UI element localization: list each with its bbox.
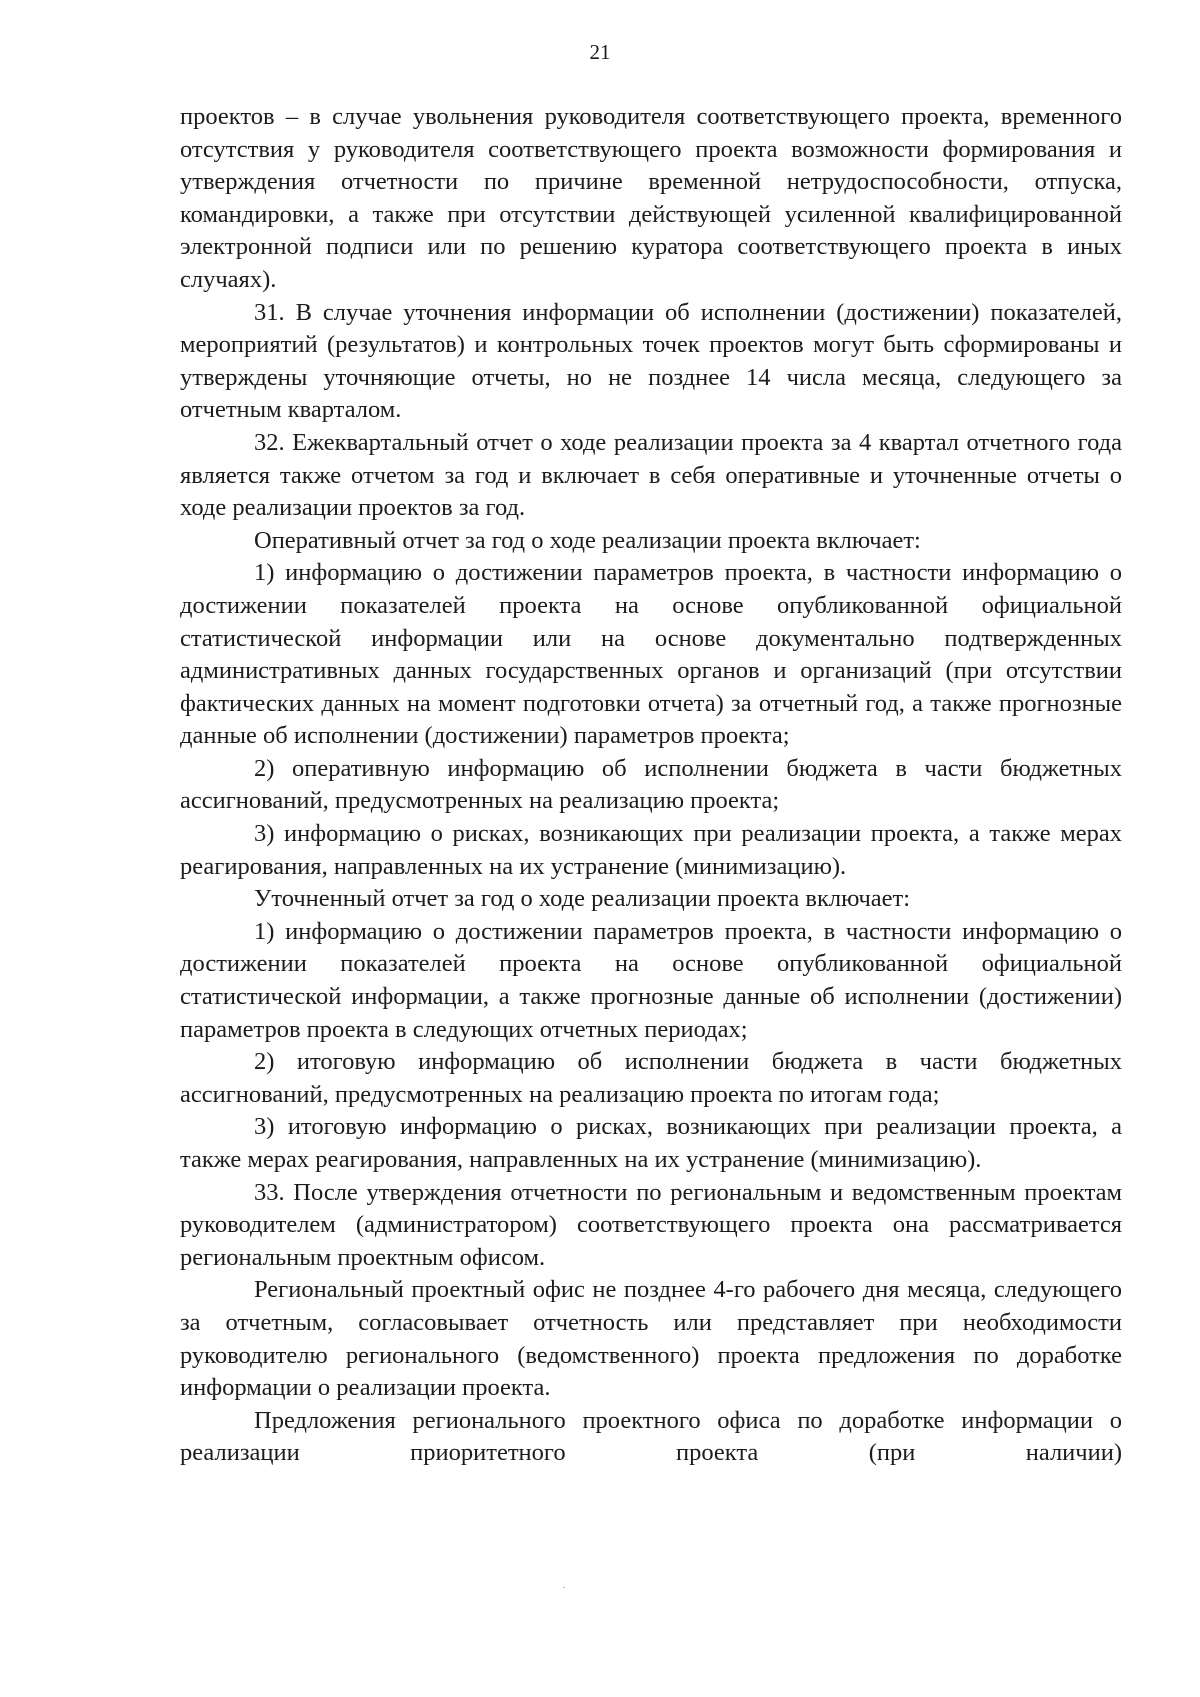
scan-speck bbox=[563, 1587, 565, 1588]
paragraph-operative-report-intro: Оперативный отчет за год о ходе реализации проекта включает: bbox=[254, 526, 921, 554]
document-body bbox=[180, 101, 1122, 1470]
page-number: 21 bbox=[589, 40, 611, 64]
list-item-operative-1: 1) информацию о достижении параметров проекта, в частности информацию о достижении показателей проекта на основе опубликованной официальной статистической информации или на основе документально подтвержденных административных данных государственных органов и организаций (при отсутствии фактических данных на момент подготовки отчета) за отчетный год, а также прогнозные данные об исполнении (достижении) параметров проекта; bbox=[180, 559, 1122, 750]
list-item-refined-3: 3) итоговую информацию о рисках, возникающих при реализации проекта, а также мерах реагирования, направленных на их устранение (минимизацию). bbox=[180, 1113, 1122, 1173]
list-item-operative-3: 3) информацию о рисках, возникающих при реализации проекта, а также мерах реагирования, направленных на их устранение (минимизацию). bbox=[180, 820, 1122, 880]
paragraph-regional-office: Региональный проектный офис не позднее 4-го рабочего дня месяца, следующего за отчетным, согласовывает отчетность или представляет при необходимости руководителю регионального (ведомственного) проекта предложения по доработке информации о реализации проекта. bbox=[180, 1276, 1122, 1402]
paragraph-33: 33. После утверждения отчетности по региональным и ведомственным проектам руководителем (администратором) соответствующего проекта она рассматривается региональным проектным офисом. bbox=[180, 1178, 1122, 1271]
paragraph-refined-report-intro: Уточненный отчет за год о ходе реализации проекта включает: bbox=[254, 885, 911, 913]
list-item-refined-1: 1) информацию о достижении параметров проекта, в частности информацию о достижении показателей проекта на основе опубликованной официальной статистической информации, а также прогнозные данные об исполнении (достижении) параметров проекта в следующих отчетных периодах; bbox=[180, 917, 1122, 1043]
paragraph-31: 31. В случае уточнения информации об исполнении (достижении) показателей, мероприятий (результатов) и контрольных точек проектов могут быть сформированы и утверждены уточняющие отчеты, но не позднее 14 числа месяца, следующего за отчетным кварталом. bbox=[180, 298, 1122, 424]
list-item-operative-2: 2) оперативную информацию об исполнении бюджета в части бюджетных ассигнований, предусмотренных на реализацию проекта; bbox=[180, 754, 1122, 815]
paragraph-32: 32. Ежеквартальный отчет о ходе реализации проекта за 4 квартал отчетного года является также отчетом за год и включает в себя оперативные и уточненные отчеты о ходе реализации проектов за год. bbox=[180, 428, 1122, 522]
paragraph-proposals: Предложения регионального проектного офиса по доработке информации о реализации приоритетного проекта (при наличии) bbox=[180, 1406, 1122, 1467]
list-item-refined-2: 2) итоговую информацию об исполнении бюджета в части бюджетных ассигнований, предусмотренных на реализацию проекта по итогам года; bbox=[180, 1048, 1122, 1108]
paragraph-continuation: проектов – в случае увольнения руководителя соответствующего проекта, временного отсутствия у руководителя соответствующего проекта возможности формирования и утверждения отчетности по причине временной нетрудоспособности, отпуска, командировки, а также при отсутствии действующей усиленной квалифицированной электронной подписи или по решению куратора соответствующего проекта в иных случаях). bbox=[180, 103, 1122, 293]
